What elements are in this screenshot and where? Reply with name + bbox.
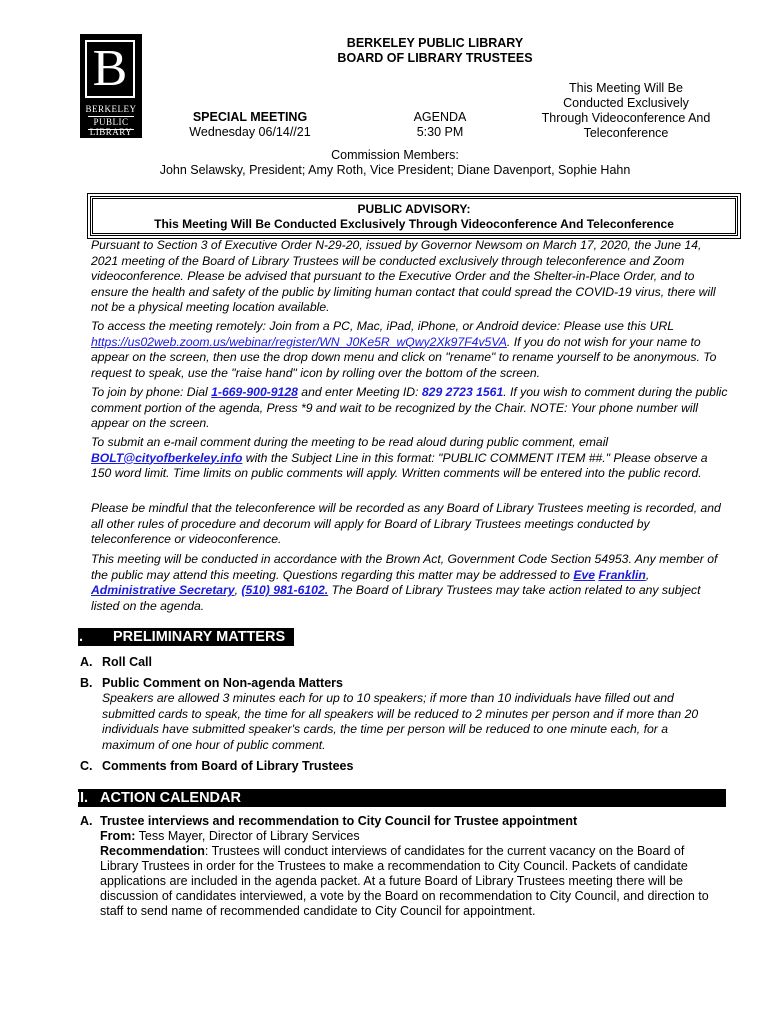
email-instructions-cont: with the Subject Line in this format: "PUBLIC COMMENT ITEM ##." Please observe a 150 word limit. Time limits on public comments will apply. Written comments will be entered into the public record. <box>91 450 708 480</box>
advisory-paragraph-1 <box>91 238 731 316</box>
zoom-instructions: To access the meeting remotely: Join from a PC, Mac, iPad, iPhone, or Android device: Please use this URL <box>91 319 674 333</box>
commission-label: Commission Members: <box>331 148 459 162</box>
board-title: BOARD OF LIBRARY TRUSTEES <box>337 51 533 65</box>
separator: , <box>234 583 242 597</box>
zoom-instructions-cont: . If you do not wish for your name to appear on the screen, then use the drop down menu and click on "rename" to rename yourself to be anonymous. To request to speak, use the "raise hand" icon by rolling over the bottom of the screen. <box>91 334 717 380</box>
public-advisory-box <box>90 196 738 236</box>
item-letter: B. <box>80 676 93 690</box>
email-instructions: To submit an e-mail comment during the meeting to be read aloud during public comment, email <box>91 435 609 449</box>
logo-monogram: B <box>85 40 135 98</box>
logo-line-3: LIBRARY <box>89 127 133 137</box>
roll-call-title: Roll Call <box>102 655 153 669</box>
commission-members: John Selawsky, President; Amy Roth, Vice President; Diane Davenport, Sophie Hahn <box>159 163 631 177</box>
public-comment-body: Speakers are allowed 3 minutes each for up to 10 speakers; if more than 10 individuals have filled out and submitted cards to speak, the time for all speakers will be reduced to 2 minutes per person and if more than 20 individuals have submitted speaker's cards, the time per person will be reduced to one minute each, for a maximum of one hour of public comment. <box>102 691 699 752</box>
notice-line: Conducted Exclusively <box>563 96 689 110</box>
item-letter: A. <box>80 655 93 669</box>
phone-instructions: To join by phone: Dial <box>91 385 212 399</box>
section-number: II. <box>76 790 89 806</box>
recording-notice: Please be mindful that the teleconference will be recorded as any Board of Library Trustees meeting is recorded, and all other rules of procedure and decorum will apply for Board of Library Trustees meetings conducted by teleconference or videoconference. <box>91 501 721 546</box>
from-label: From: <box>100 829 136 843</box>
board-comments-title: Comments from Board of Library Trustees <box>102 759 354 773</box>
item-letter: C. <box>80 759 93 773</box>
contact-name-link[interactable]: Eve <box>573 567 596 582</box>
from-line <box>100 829 720 844</box>
advisory-paragraph-6 <box>91 552 731 614</box>
item-letter: A. <box>80 814 93 828</box>
public-comment-title: Public Comment on Non-agenda Matters <box>102 676 343 690</box>
section-header-preliminary <box>75 628 294 646</box>
notice-line: Through Videoconference And <box>541 111 711 125</box>
contact-surname-link[interactable]: Franklin <box>598 567 646 582</box>
logo-line-1: BERKELEY <box>85 104 137 114</box>
phone-instructions-mid: and enter Meeting ID: <box>297 385 422 399</box>
phone-number-link[interactable]: 1-669-900-9128 <box>211 385 298 399</box>
advisory-paragraph-5 <box>91 501 731 548</box>
advisory-title: PUBLIC ADVISORY: <box>357 202 471 216</box>
library-logo <box>80 34 142 138</box>
contact-title-link[interactable]: Administrative Secretary <box>91 583 235 597</box>
meeting-date: Wednesday 06/14//21 <box>189 125 311 139</box>
email-link[interactable]: BOLT@cityofberkeley.info <box>91 450 243 465</box>
brown-act-text-cont: The Board of Library Trustees may take action related to any subject listed on the agenda. <box>91 583 701 613</box>
zoom-registration-link[interactable]: https://us02web.zoom.us/webinar/register/WN_J0Ke5R_wQwy2Xk97F4v5VA <box>91 334 507 349</box>
org-title: BERKELEY PUBLIC LIBRARY <box>346 36 524 50</box>
meeting-notice <box>530 81 722 141</box>
section-title: PRELIMINARY MATTERS <box>113 629 286 645</box>
separator: , <box>645 567 650 582</box>
phone-instructions-cont: . If you wish to comment during the public comment portion of the agenda, Press *9 and wait to be recognized by the Chair. NOTE: Your phone number will appear on the screen. <box>91 385 728 430</box>
from-value: Tess Mayer, Director of Library Services <box>135 829 360 843</box>
agenda-label: AGENDA <box>413 110 467 124</box>
recommendation-text <box>100 844 720 919</box>
meeting-type: SPECIAL MEETING <box>192 110 308 124</box>
advisory-paragraph-4 <box>91 435 731 482</box>
notice-line: Teleconference <box>583 126 669 140</box>
section-title: ACTION CALENDAR <box>100 790 241 806</box>
logo-line-2: PUBLIC <box>93 117 129 127</box>
contact-phone-link[interactable]: (510) 981-6102. <box>241 583 329 597</box>
trustee-interviews-title: Trustee interviews and recommendation to City Council for Trustee appointment <box>100 814 578 828</box>
advisory-paragraph-2 <box>91 319 731 381</box>
recommendation-label: Recommendation <box>100 844 205 858</box>
brown-act-text: This meeting will be conducted in accordance with the Brown Act, Government Code Section 54953. Any member of the public may attend this meeting. Questions regarding this matter may be addressed to <box>91 552 718 582</box>
section-number: I. <box>75 629 84 645</box>
executive-order-text: Pursuant to Section 3 of Executive Order N-29-20, issued by Governor Newsom on March 17, 2020, the June 14, 2021 meeting of the Board of Library Trustees will be conducted exclusively through teleconference and Zoom videoconference. Please be advised that pursuant to the Executive Order and the Shelter-in-Place Order, and to ensure the health and safety of the public by limiting human contact that could spread the COVID-19 virus, there will not be a physical meeting location available. <box>91 238 716 314</box>
section-header-action-calendar <box>78 789 726 807</box>
notice-line: This Meeting Will Be <box>569 81 683 95</box>
meeting-id: 829 2723 1561 <box>421 385 504 399</box>
meeting-time: 5:30 PM <box>416 125 464 139</box>
recommendation-value: : Trustees will conduct interviews of candidates for the current vacancy on the Board of Library Trustees in order for the Trustees to make a recommendation to City Council. Packets of candidate applications are included in the agenda packet. At a future Board of Library Trustees meeting there will be discussion of candidates interviewed, a vote by the Board on recommendation to City Council, and direction to staff to send name of recommended candidate to City Council for appointment. <box>100 844 709 918</box>
advisory-subtitle: This Meeting Will Be Conducted Exclusively Through Videoconference And Teleconference <box>154 217 674 231</box>
advisory-paragraph-3 <box>91 385 731 432</box>
